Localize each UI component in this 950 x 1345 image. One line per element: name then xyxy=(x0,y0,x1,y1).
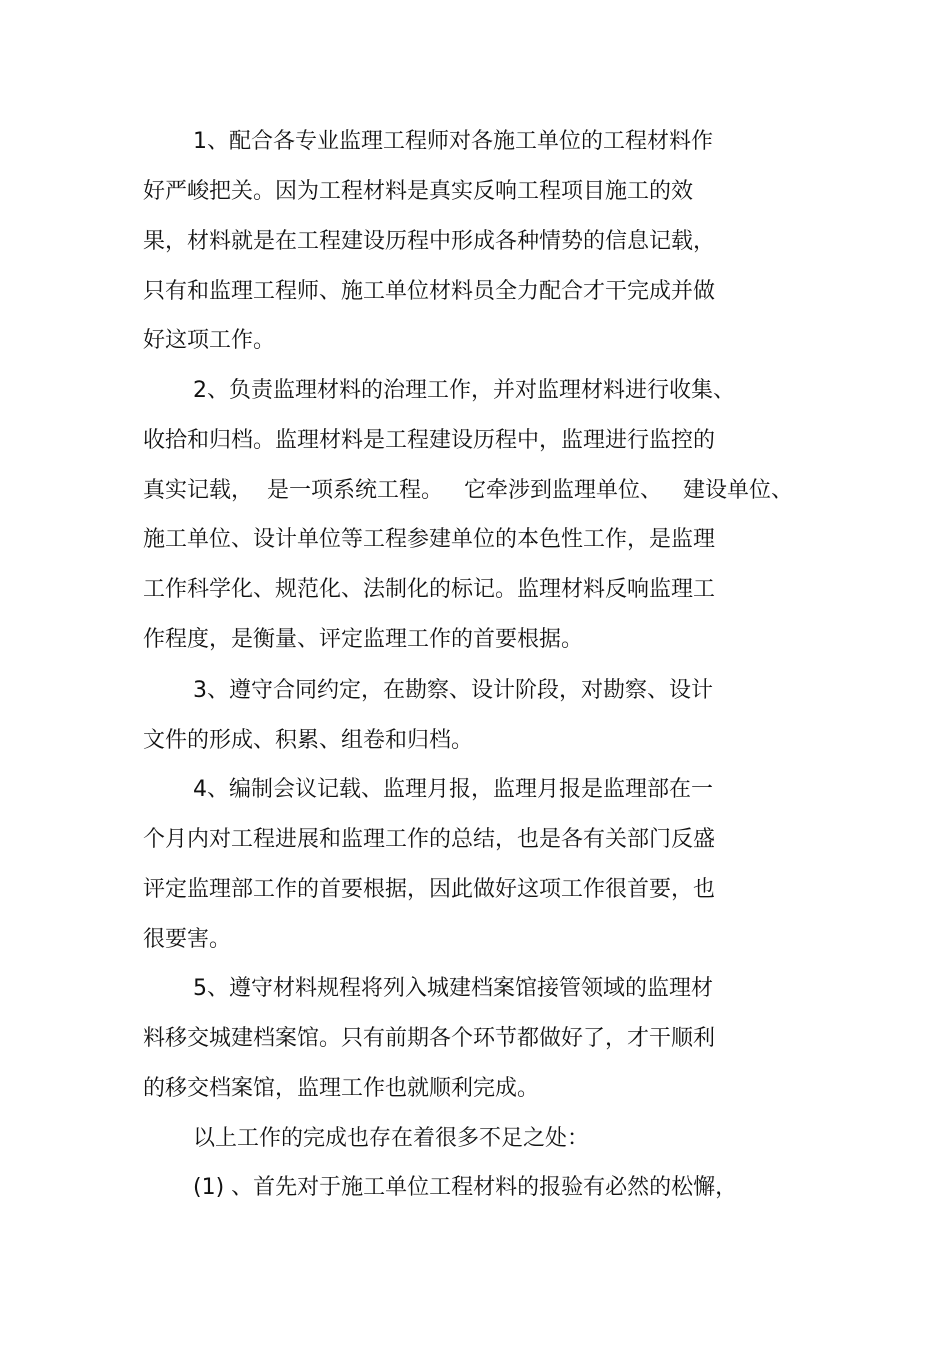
paragraph-2-line-2: 收拾和归档。监理材料是工程建设历程中，监理进行监控的 xyxy=(143,428,716,453)
paragraph-2-line-6: 作程度，是衡量、评定监理工作的首要根据。 xyxy=(143,627,584,652)
paragraph-3-line-2: 文件的形成、积累、组卷和归档。 xyxy=(143,728,474,753)
paragraph-1-line-1: 1、配合各专业监理工程师对各施工单位的工程材料作 xyxy=(193,129,713,154)
paragraph-1-line-2: 好严峻把关。因为工程材料是真实反响工程项目施工的效 xyxy=(143,179,694,204)
paragraph-6-line-1: 以上工作的完成也存在着很多不足之处： xyxy=(193,1126,590,1151)
paragraph-4-line-3: 评定监理部工作的首要根据，因此做好这项工作很首要，也 xyxy=(143,877,716,902)
paragraph-1-line-5: 好这项工作。 xyxy=(143,328,276,353)
paragraph-2-line-3: 真实记载， 是一项系统工程。 它牵涉到监理单位、 建设单位、 xyxy=(143,478,793,503)
paragraph-4-line-4: 很要害。 xyxy=(143,927,232,952)
paragraph-3-line-1: 3、遵守合同约定，在勘察、设计阶段，对勘察、设计 xyxy=(193,678,713,703)
paragraph-5-line-1: 5、遵守材料规程将列入城建档案馆接管领域的监理材 xyxy=(193,976,713,1001)
paragraph-2-line-4: 施工单位、设计单位等工程参建单位的本色性工作，是监理 xyxy=(143,527,716,552)
paragraph-5-line-2: 料移交城建档案馆。只有前期各个环节都做好了，才干顺利 xyxy=(143,1026,716,1051)
paragraph-2-line-1: 2、负责监理材料的治理工作，并对监理材料进行收集、 xyxy=(193,378,735,403)
paragraph-1-line-3: 果，材料就是在工程建设历程中形成各种情势的信息记载， xyxy=(143,229,716,254)
paragraph-7-line-1: (1) 、首先对于施工单位工程材料的报验有必然的松懈， xyxy=(193,1175,738,1200)
paragraph-2-line-5: 工作科学化、规范化、法制化的标记。监理材料反响监理工 xyxy=(143,577,716,602)
paragraph-1-line-4: 只有和监理工程师、施工单位材料员全力配合才干完成并做 xyxy=(143,279,716,304)
paragraph-5-line-3: 的移交档案馆，监理工作也就顺利完成。 xyxy=(143,1076,540,1101)
paragraph-4-line-1: 4、编制会议记载、监理月报，监理月报是监理部在一 xyxy=(193,777,713,802)
paragraph-4-line-2: 个月内对工程进展和监理工作的总结，也是各有关部门反盛 xyxy=(143,827,716,852)
